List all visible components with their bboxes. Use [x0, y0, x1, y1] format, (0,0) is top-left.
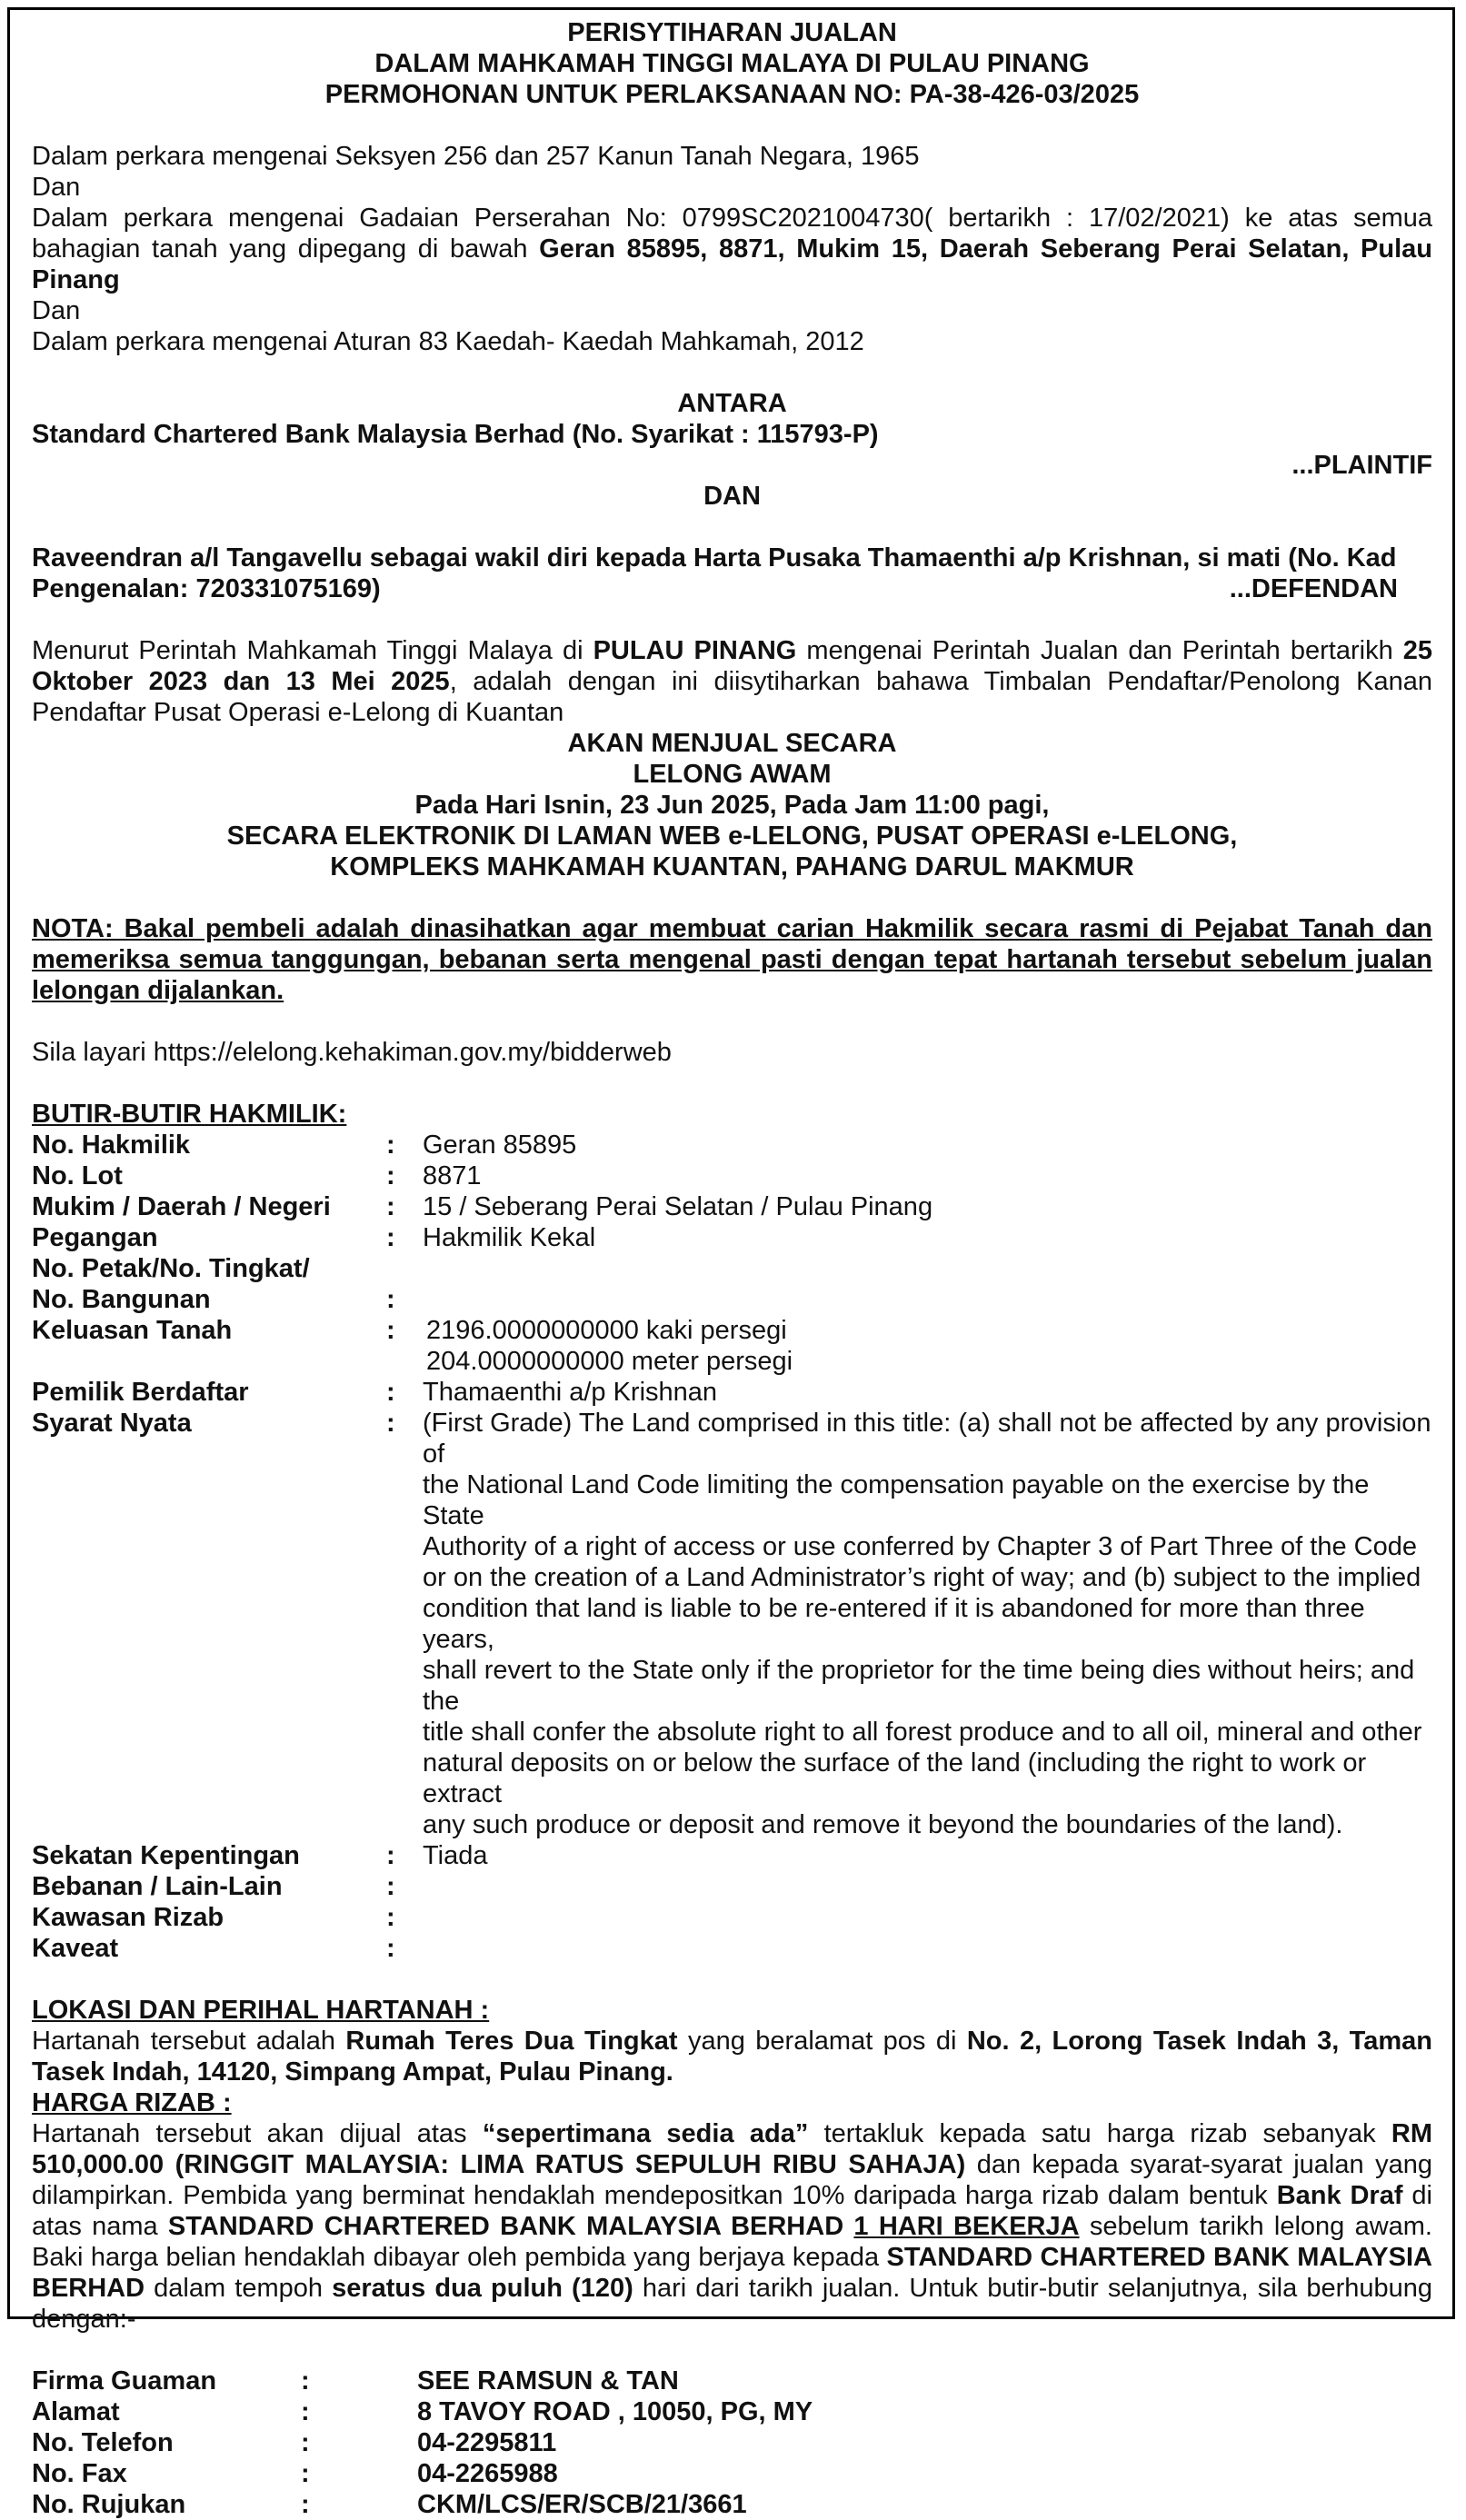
- title-row-petak-1: No. Petak/No. Tingkat/: [32, 1254, 310, 1283]
- notice-frame: [7, 7, 1455, 2519]
- firm-row-phone: No. Telefon : 04-2295811: [32, 2428, 557, 2457]
- title-row-sekatan: Sekatan Kepentingan : Tiada: [32, 1841, 488, 1870]
- title-row-lot: No. Lot : 8871: [32, 1161, 482, 1190]
- matter-and-2: Dan: [32, 296, 81, 325]
- plaintiff-role: ...PLAINTIF: [1291, 451, 1432, 480]
- title-details-heading: BUTIR-BUTIR HAKMILIK:: [32, 1100, 347, 1129]
- title-row-petak-2: No. Bangunan :: [32, 1285, 395, 1314]
- plaintiff-name: Standard Chartered Bank Malaysia Berhad (No. Syarikat : 115793-P): [32, 420, 879, 449]
- keluasan-sqft: 2196.0000000000 kaki persegi: [426, 1316, 787, 1345]
- title-row-syarat: Syarat Nyata : (First Grade) The Land comprised in this title: (a) shall not be affected by any provision of the National Land Code limiting the compensation payable on the exercise by the State Authority of a right of access or use conferred by Chapter 3 of Part Three of the Code or on the creation of a Land Administrator’s right of way; and (b) subject to the implied condition that land is liable to be re-entered if it is abandoned for more than three years, shall revert to the State only if the proprietor for the time being dies without heirs; and the title shall confer the absolute right to all forest produce and to all oil, mineral and other natural deposits on or below the surface of the land (including the right to work or extract any such produce or deposit and remove it beyond the boundaries of the land).: [32, 1409, 1431, 1839]
- auction-line-1: AKAN MENJUAL SECARA: [567, 729, 897, 758]
- matter-2: Dalam perkara mengenai Gadaian Perserahan No: 0799SC2021004730( bertarikh : 17/02/2021) ke atas semua bahagian tanah yang dipegang di bawah Geran 85895, 8871, Mukim 15, Daerah Seberang Perai Selatan, Pulau Pinang: [32, 204, 1432, 294]
- header-court: DALAM MAHKAMAH TINGGI MALAYA DI PULAU PINANG: [374, 49, 1090, 78]
- defendant-name-line2: Pengenalan: 720331075169) ...DEFENDAN: [32, 574, 1398, 603]
- notice-content: [32, 17, 1432, 2520]
- nota-paragraph: NOTA: Bakal pembeli adalah dinasihatkan agar membuat carian Hakmilik secara rasmi di Pejabat Tanah dan memeriksa semua tanggungan, bebanan serta mengenal pasti dengan tepat hartanah tersebut sebelum jualan lelongan dijalankan.: [32, 914, 1432, 1005]
- matter-3: Dalam perkara mengenai Aturan 83 Kaedah- Kaedah Mahkamah, 2012: [32, 327, 864, 356]
- title-row-hakmilik: No. Hakmilik : Geran 85895: [32, 1131, 577, 1160]
- firm-row-reference: No. Rujukan : CKM/LCS/ER/SCB/21/3661: [32, 2490, 747, 2519]
- auction-venue-2: KOMPLEKS MAHKAMAH KUANTAN, PAHANG DARUL MAKMUR: [330, 852, 1134, 882]
- title-row-keluasan: Keluasan Tanah : 2196.0000000000 kaki persegi 204.0000000000 meter persegi: [32, 1316, 793, 1376]
- matter-and-1: Dan: [32, 173, 81, 202]
- header-title: PERISYTIHARAN JUALAN: [567, 18, 897, 47]
- title-row-rizab: Kawasan Rizab :: [32, 1903, 395, 1932]
- auction-date: Pada Hari Isnin, 23 Jun 2025, Pada Jam 11:00 pagi,: [414, 791, 1050, 820]
- title-row-pemilik: Pemilik Berdaftar : Thamaenthi a/p Krishnan: [32, 1378, 718, 1407]
- matter-1: Dalam perkara mengenai Seksyen 256 dan 257 Kanun Tanah Negara, 1965: [32, 142, 920, 171]
- syarat-nyata-text: (First Grade) The Land comprised in this title: (a) shall not be affected by any provision of the National Land Code limiting the compensation payable on the exercise by the State Authority of a right of access or use conferred by Chapter 3 of Part Three of the Code or on the creation of a Land Administrator’s right of way; and (b) subject to the implied condition that land is liable to be re-entered if it is abandoned for more than three years, shall revert to the State only if the proprietor for the time being dies without heirs; and the title shall confer the absolute right to all forest produce and to all oil, mineral and other natural deposits on or below the surface of the land (including the right to work or extract any such produce or deposit and remove it beyond the boundaries of the land).: [423, 1409, 1431, 1839]
- title-row-mukim: Mukim / Daerah / Negeri : 15 / Seberang Perai Selatan / Pulau Pinang: [32, 1192, 933, 1221]
- auction-line-2: LELONG AWAM: [633, 760, 832, 789]
- antara-label: ANTARA: [677, 389, 787, 418]
- website-line: Sila layari https://elelong.kehakiman.gov.my/bidderweb: [32, 1038, 672, 1067]
- location-heading: LOKASI DAN PERIHAL HARTANAH :: [32, 1996, 490, 2025]
- title-row-kaveat: Kaveat :: [32, 1934, 395, 1963]
- title-row-pegangan: Pegangan : Hakmilik Kekal: [32, 1223, 596, 1252]
- firm-row-fax: No. Fax : 04-2265988: [32, 2459, 558, 2488]
- defendant-role: ...DEFENDAN: [1229, 574, 1398, 603]
- firm-row-name: Firma Guaman : SEE RAMSUN & TAN: [32, 2366, 679, 2395]
- title-row-bebanan: Bebanan / Lain-Lain :: [32, 1872, 395, 1901]
- defendant-name-line1: Raveendran a/l Tangavellu sebagai wakil diri kepada Harta Pusaka Thamaenthi a/p Krishnan, si mati (No. Kad: [32, 543, 1397, 573]
- header-case-number: PERMOHONAN UNTUK PERLAKSANAAN NO: PA-38-426-03/2025: [324, 80, 1140, 109]
- reserve-paragraph: Hartanah tersebut akan dijual atas “sepertimana sedia ada” tertakluk kepada satu harga rizab sebanyak RM 510,000.00 (RINGGIT MALAYSIA: LIMA RATUS SEPULUH RIBU SAHAJA) dan kepada syarat-syarat jualan yang dilampirkan. Pembida yang berminat hendaklah mendepositkan 10% daripada harga rizab dalam bentuk Bank Draf di atas nama STANDARD CHARTERED BANK MALAYSIA BERHAD 1 HARI BEKERJA sebelum tarikh lelong awam. Baki harga belian hendaklah dibayar oleh pembida yang berjaya kepada STANDARD CHARTERED BANK MALAYSIA BERHAD dalam tempoh seratus dua puluh (120) hari dari tarikh jualan. Untuk butir-butir selanjutnya, sila berhubung dengan:-: [32, 2119, 1433, 2334]
- location-paragraph: Hartanah tersebut adalah Rumah Teres Dua Tingkat yang beralamat pos di No. 2, Lorong Tasek Indah 3, Taman Tasek Indah, 14120, Simpang Ampat, Pulau Pinang.: [32, 2027, 1432, 2087]
- dan-label: DAN: [703, 482, 761, 511]
- auction-venue-1: SECARA ELEKTRONIK DI LAMAN WEB e-LELONG, PUSAT OPERASI e-LELONG,: [226, 822, 1238, 851]
- keluasan-sqm: 204.0000000000 meter persegi: [426, 1347, 793, 1376]
- firm-row-address: Alamat : 8 TAVOY ROAD , 10050, PG, MY: [32, 2397, 813, 2426]
- order-paragraph: Menurut Perintah Mahkamah Tinggi Malaya di PULAU PINANG mengenai Perintah Jualan dan Perintah bertarikh 25 Oktober 2023 dan 13 Mei 2025, adalah dengan ini diisytiharkan bahawa Timbalan Pendaftar/Penolong Kanan Pendaftar Pusat Operasi e-Lelong di Kuantan: [32, 636, 1433, 727]
- reserve-heading: HARGA RIZAB :: [32, 2088, 232, 2117]
